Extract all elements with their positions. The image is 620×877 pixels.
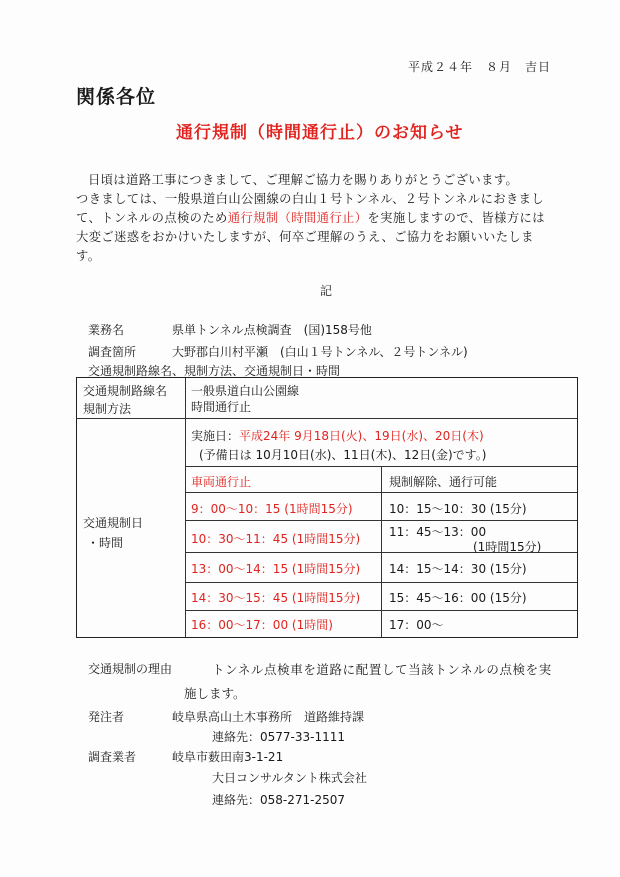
closed-time-2: 10：30～11：45 (1時間15分) [191,532,361,546]
ki-mark: 記 [320,284,333,298]
col-header-closed: 車両通行止 [191,475,252,489]
surveyor-address: 岐阜市薮田南3-1-21 [172,750,284,764]
surveyor-label: 調査業者 [88,750,137,764]
orderer-label: 発注者 [88,710,125,724]
work-value: 県単トンネル点検調査 (国)158号他 [172,323,372,337]
orderer-value: 岐阜県高山土木事務所 道路維持課 [172,710,365,724]
route-label: 交通規制路線名 [83,384,168,398]
route-value: 一般県道白山公園線 [191,384,300,398]
place-label: 調査箇所 [88,345,137,359]
open-time-4: 15：45～16：00 (15分) [389,591,527,605]
col-header-open: 規制解除、通行可能 [389,475,498,489]
body-line-1: 日頃は道路工事につきまして、ご理解ご協力を賜りありがとうございます。 [88,173,519,187]
body-line-2: つきましては、一般県道白山公園線の白山１号トンネル、２号トンネルにおきまし [76,192,545,206]
body-line-3-b: を実施しますので、皆様方には [367,211,545,225]
place-value: 大野郡白川村平瀬 (白山１号トンネル、２号トンネル) [172,345,468,359]
closed-time-1: 9：00～10：15 (1時間15分) [191,502,353,516]
schedule-label-1: 交通規制日 [83,516,144,530]
open-time-1: 10：15～10：30 (15分) [389,502,527,516]
open-time-2: 11：45～13：00 [389,525,487,539]
method-label: 規制方法 [83,402,132,416]
closed-time-3: 13：00～14：15 (1時間15分) [191,562,361,576]
schedule-label-2: ・時間 [87,536,124,550]
body-line-5: す。 [76,249,101,263]
open-time-3: 14：15～14：30 (15分) [389,562,527,576]
reason-label: 交通規制の理由 [88,662,173,676]
regulation-table [76,377,578,638]
body-line-3-highlight: 通行規制（時間通行止） [227,211,368,225]
addressee: 関係各位 [76,86,157,108]
work-label: 業務名 [88,323,125,337]
reserve-dates: (予備日は 10月10日(水)、11日(木)、12日(金)です。) [199,448,487,462]
body-line-3-a: て、トンネルの点検のため [76,211,228,225]
open-time-2-duration: (1時間15分) [473,540,542,554]
impl-line [191,427,484,444]
closed-time-4: 14：30～15：45 (1時間15分) [191,591,361,605]
body-line-3 [76,208,545,226]
route-heading: 交通規制路線名、規制方法、交通規制日・時間 [88,364,341,378]
body-line-4: 大変ご迷惑をおかけいたしますが、何卒ご理解のうえ、ご協力をお願いいたしま [76,230,534,244]
document-date: 平成２４年 ８月 吉日 [408,60,552,74]
method-value: 時間通行止 [191,400,252,414]
surveyor-company: 大日コンサルタント株式会社 [212,771,367,785]
closed-time-5: 16：00～17：00 (1時間) [191,618,333,632]
open-time-5: 17：00～ [389,618,444,632]
surveyor-contact: 連絡先：058-271-2507 [212,793,346,807]
impl-label: 実施日： [191,429,240,443]
orderer-contact: 連絡先：0577-33-1111 [212,730,346,744]
reason-line-1: トンネル点検車を道路に配置して当該トンネルの点検を実 [212,662,552,677]
notice-title: 通行規制（時間通行止）のお知らせ [176,123,464,143]
impl-dates: 平成24年 9月18日(火)、19日(水)、20日(木) [239,429,484,443]
reason-line-2: 施します。 [184,686,246,701]
